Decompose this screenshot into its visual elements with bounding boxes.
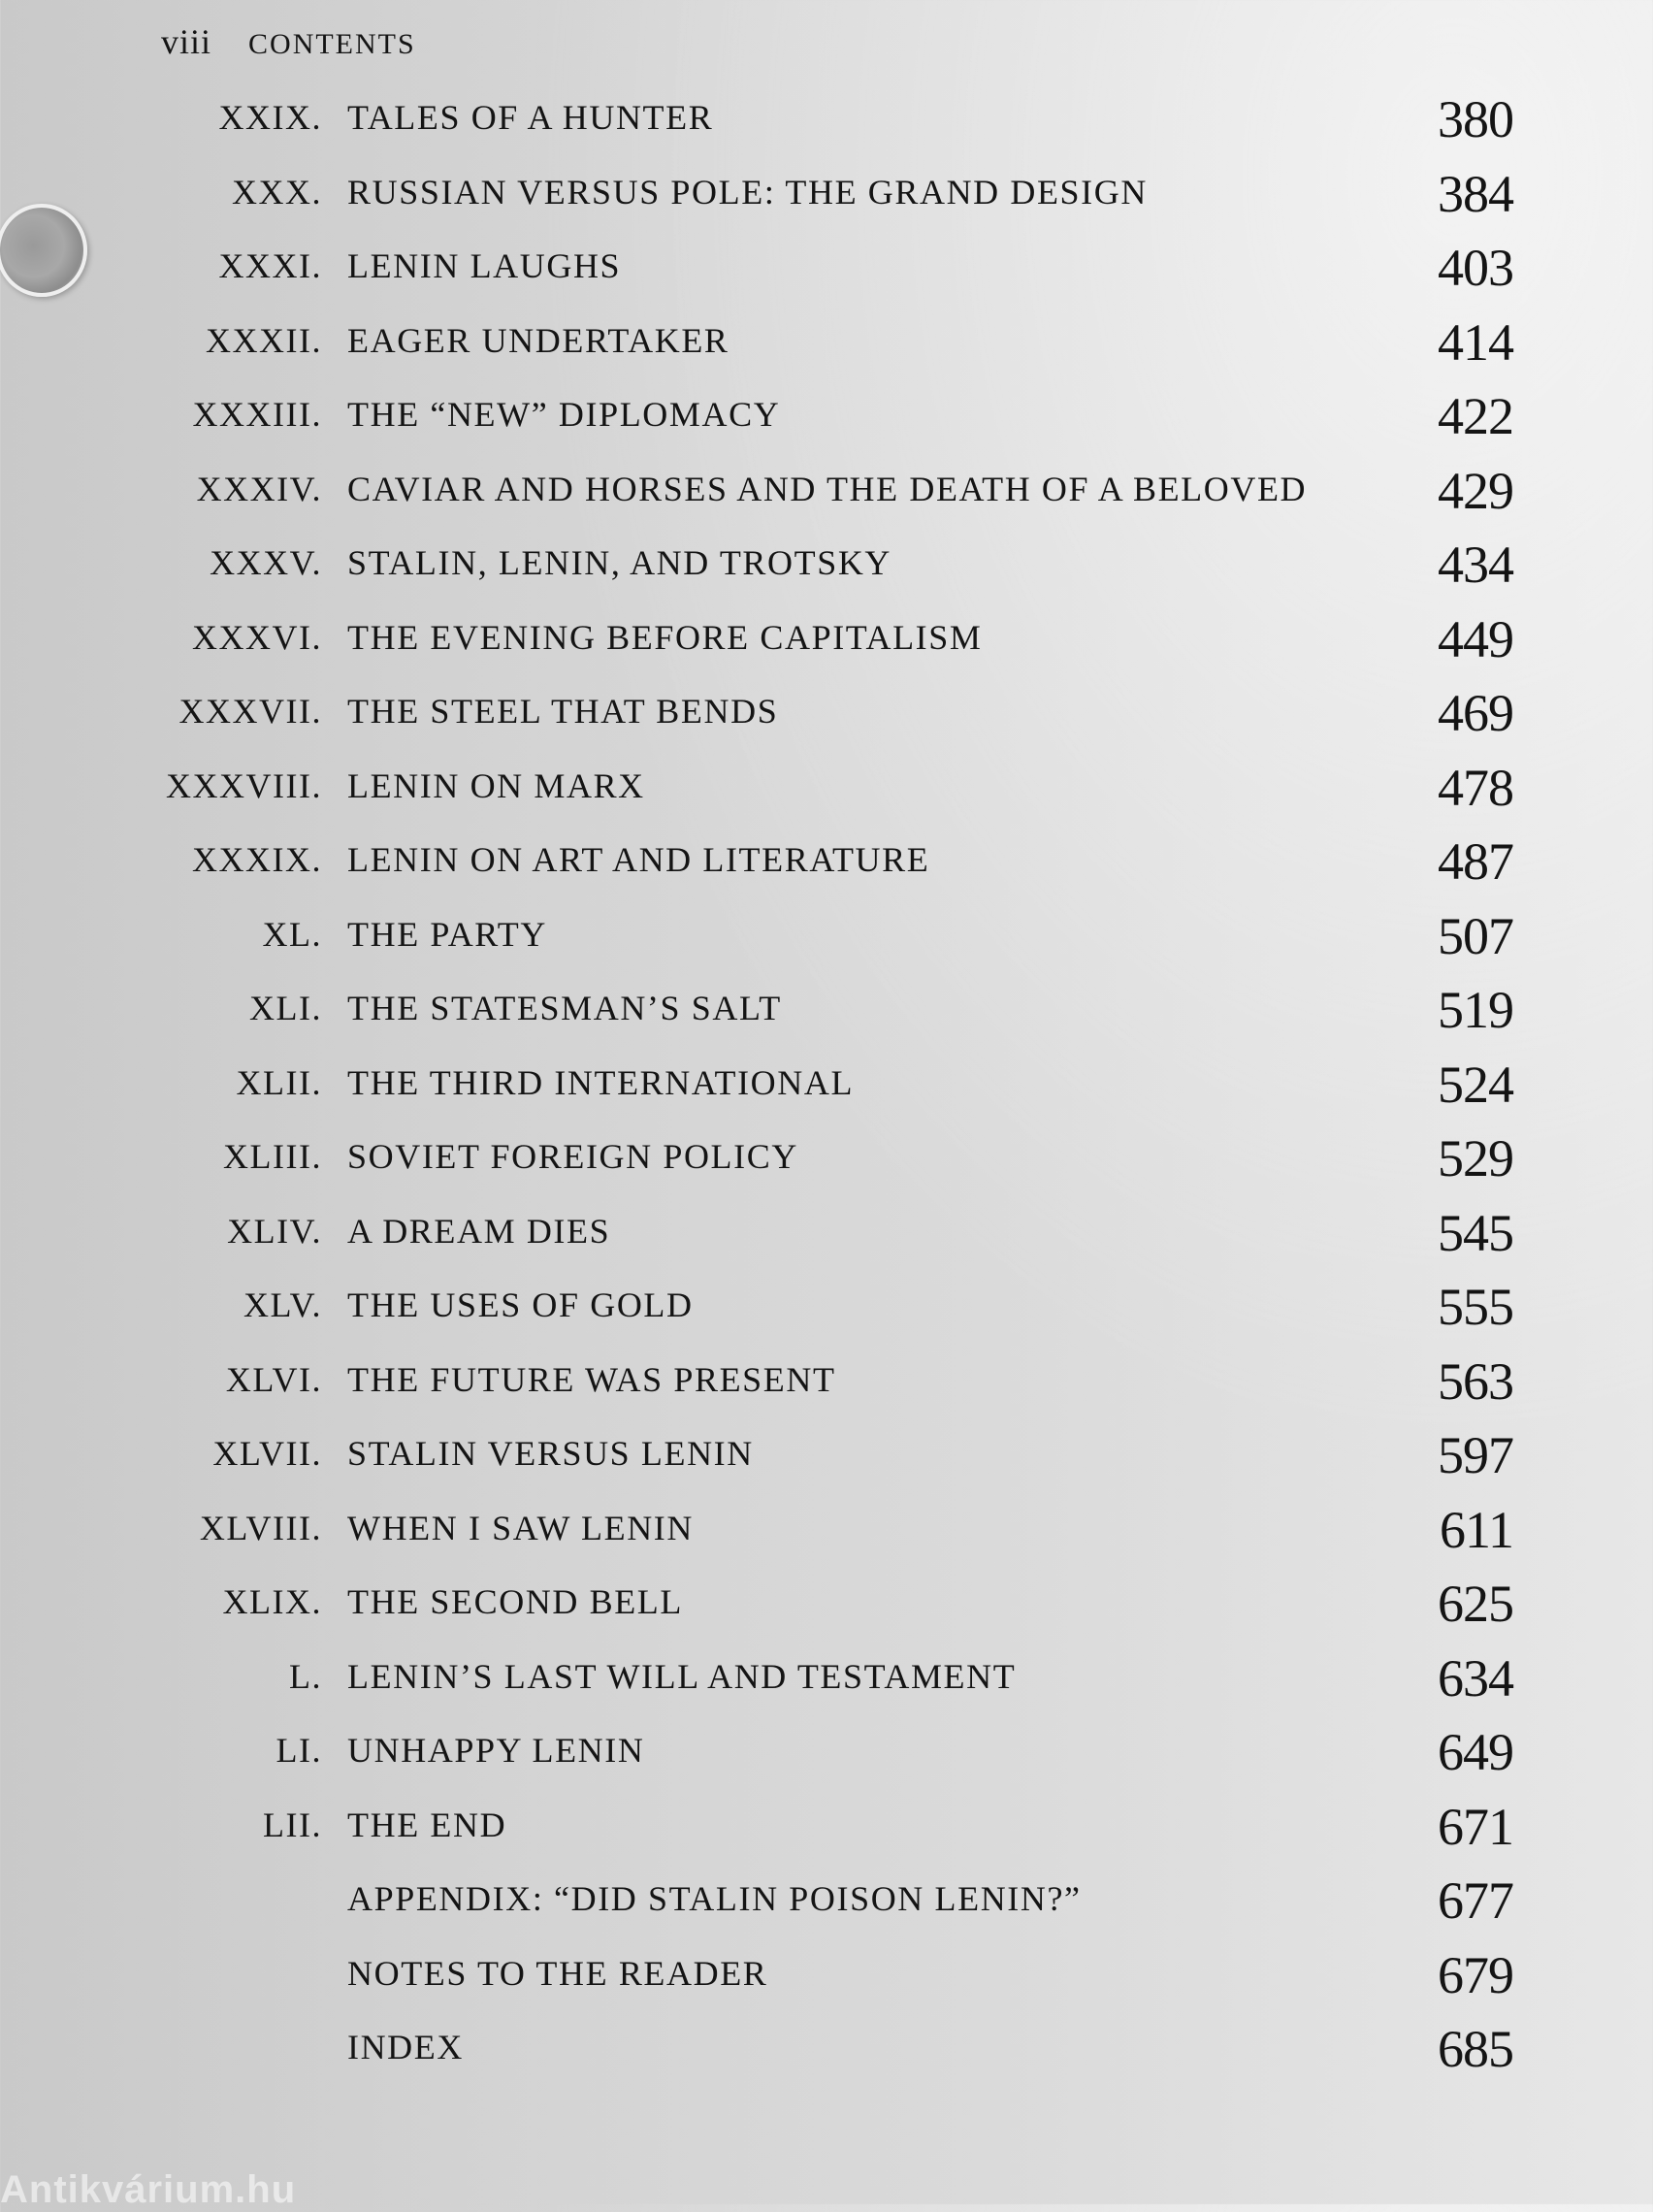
chapter-page: 649 [1438,1723,1513,1781]
chapter-page: 685 [1438,2020,1513,2078]
running-head-title: CONTENTS [248,28,416,60]
chapter-number: XLVIII. [199,1508,322,1547]
contents-entry [0,1126,1653,1201]
chapter-title: SOVIET FOREIGN POLICY [347,1137,798,1176]
contents-entry [0,607,1653,682]
chapter-title: THE SECOND BELL [347,1582,683,1621]
contents-entry [0,236,1653,310]
chapter-page: 671 [1438,1797,1513,1856]
chapter-title: THE STEEL THAT BENDS [347,692,779,731]
running-head [161,21,416,66]
contents-entry [0,756,1653,830]
chapter-number: XLIX. [222,1582,322,1621]
chapter-title: EAGER UNDERTAKER [347,320,729,360]
contents-entry [0,1646,1653,1721]
chapter-title: TALES OF A HUNTER [347,98,714,137]
chapter-number: XXX. [232,172,322,211]
contents-entry [0,1572,1653,1646]
chapter-page: 449 [1438,609,1513,668]
chapter-page: 384 [1438,164,1513,223]
contents-entry [0,978,1653,1053]
chapter-number: XL. [262,914,322,954]
chapter-page: 478 [1438,758,1513,817]
chapter-page: 625 [1438,1575,1513,1633]
chapter-page: 634 [1438,1648,1513,1708]
chapter-title: INDEX [347,2028,464,2066]
chapter-number: XLII. [236,1062,322,1102]
chapter-title: RUSSIAN VERSUS POLE: THE GRAND DESIGN [347,172,1148,211]
chapter-number: XLVII. [212,1434,322,1473]
chapter-page: 611 [1440,1500,1513,1559]
chapter-title: NOTES TO THE READER [347,1953,768,1993]
contents-entry [0,1423,1653,1498]
chapter-page: 380 [1438,90,1513,148]
chapter-page: 414 [1438,312,1513,372]
chapter-page: 597 [1438,1426,1513,1484]
chapter-title: LENIN ON ART AND LITERATURE [347,840,930,879]
chapter-number: XXXII. [206,320,322,360]
chapter-page: 529 [1438,1129,1513,1187]
contents-entry [0,904,1653,979]
contents-entry [0,1201,1653,1276]
chapter-title: THE EVENING BEFORE CAPITALISM [347,617,983,657]
chapter-title: WHEN I SAW LENIN [347,1508,694,1547]
contents-entry [0,162,1653,237]
contents-entry [0,459,1653,534]
chapter-number: XLIII. [223,1137,322,1176]
chapter-page: 487 [1438,832,1513,891]
chapter-number: LII. [263,1805,322,1844]
chapter-number: XXXIV. [196,469,322,508]
contents-entry [0,1498,1653,1573]
chapter-title: THE FUTURE WAS PRESENT [347,1359,836,1399]
watermark: Antikvárium.hu [0,2168,297,2211]
chapter-page: 563 [1438,1351,1513,1411]
chapter-page: 469 [1438,684,1513,742]
chapter-page: 524 [1438,1055,1513,1114]
contents-list [0,87,1653,2092]
contents-entry [0,1720,1653,1795]
chapter-number: XLVI. [225,1359,322,1399]
contents-entry [0,1350,1653,1424]
chapter-title: THE PARTY [347,914,547,954]
chapter-title: STALIN, LENIN, AND TROTSKY [347,543,892,582]
chapter-page: 545 [1438,1203,1513,1262]
chapter-number: XXXI. [218,246,322,285]
chapter-title: THE THIRD INTERNATIONAL [347,1062,855,1102]
chapter-number: LI. [276,1731,322,1770]
contents-entry [0,1275,1653,1350]
chapter-page: 507 [1438,906,1513,965]
contents-entry [0,384,1653,459]
chapter-number: XLI. [249,989,322,1027]
contents-entry [0,533,1653,607]
chapter-title: STALIN VERSUS LENIN [347,1434,754,1473]
chapter-number: XLV. [243,1285,322,1324]
chapter-title: LENIN ON MARX [347,765,645,805]
chapter-title: LENIN’S LAST WILL AND TESTAMENT [347,1656,1017,1696]
chapter-number: XXIX. [218,98,322,137]
chapter-page: 519 [1438,981,1513,1039]
contents-entry [0,830,1653,904]
chapter-number: XXXVII. [178,692,322,731]
chapter-title: UNHAPPY LENIN [347,1731,645,1770]
contents-entry [0,1053,1653,1127]
chapter-title: A DREAM DIES [347,1211,611,1251]
contents-entry [0,1795,1653,1870]
chapter-title: THE STATESMAN’S SALT [347,989,782,1027]
chapter-number: XXXIII. [192,395,322,434]
chapter-page: 403 [1438,239,1513,297]
chapter-title: APPENDIX: “DID STALIN POISON LENIN?” [347,1879,1082,1918]
chapter-page: 555 [1438,1278,1513,1336]
chapter-page: 434 [1438,536,1513,594]
chapter-page: 429 [1438,461,1513,520]
chapter-number: XLIV. [227,1211,322,1251]
chapter-number: XXXVI. [192,617,322,657]
chapter-title: CAVIAR AND HORSES AND THE DEATH OF A BELOVED [347,469,1308,508]
chapter-title: THE END [347,1805,507,1844]
page-number: viii [161,22,212,61]
chapter-number: XXXVIII. [166,765,322,805]
contents-entry [0,2017,1653,2092]
contents-entry [0,87,1653,162]
chapter-number: XXXV. [210,543,322,582]
contents-entry [0,1943,1653,2018]
contents-entry [0,310,1653,385]
chapter-page: 677 [1438,1871,1513,1930]
chapter-title: THE “NEW” DIPLOMACY [347,395,781,434]
chapter-title: THE USES OF GOLD [347,1285,694,1324]
contents-entry [0,681,1653,756]
contents-entry [0,1869,1653,1943]
chapter-page: 679 [1438,1945,1513,2004]
chapter-number: L. [289,1656,322,1696]
chapter-number: XXXIX. [192,840,322,879]
chapter-page: 422 [1438,387,1513,445]
chapter-title: LENIN LAUGHS [347,246,622,285]
